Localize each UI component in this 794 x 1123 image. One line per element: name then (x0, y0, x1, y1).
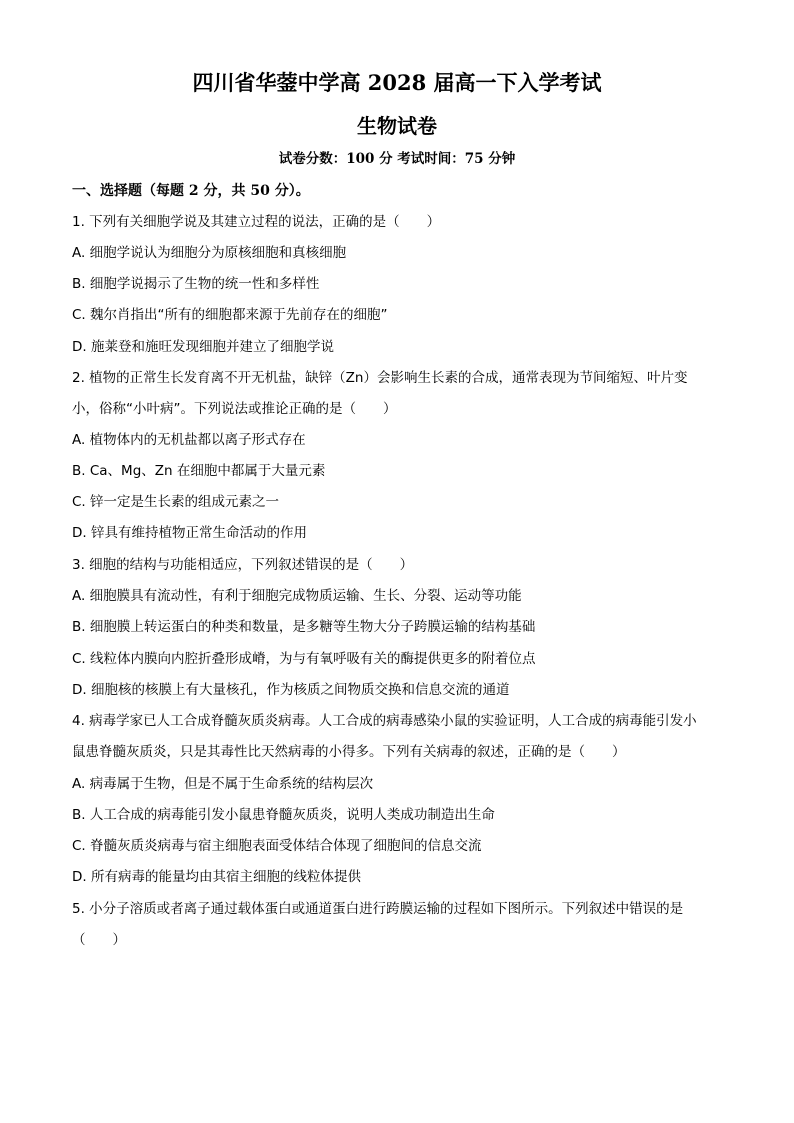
question-4-option-a: A. 病毒属于生物，但是不属于生命系统的结构层次 (72, 776, 374, 792)
question-4-option-c: C. 脊髓灰质炎病毒与宿主细胞表面受体结合体现了细胞间的信息交流 (72, 838, 482, 854)
question-4-option-b: B. 人工合成的病毒能引发小鼠患脊髓灰质炎，说明人类成功制造出生命 (72, 807, 495, 823)
question-3-option-a: A. 细胞膜具有流动性，有利于细胞完成物质运输、生长、分裂、运动等功能 (72, 588, 522, 604)
exam-subtitle: 生物试卷 (357, 114, 437, 138)
exam-title: 四川省华蓥中学高 2028 届高一下入学考试 (192, 70, 602, 95)
question-5-stem-line-1: 5. 小分子溶质或者离子通过载体蛋白或通道蛋白进行跨膜运输的过程如下图所示。下列叙述中错误的是 (72, 901, 684, 917)
section-heading: 一、选择题（每题 2 分，共 50 分）。 (72, 183, 310, 199)
question-2-option-c: C. 锌一定是生长素的组成元素之一 (72, 494, 280, 510)
question-1-option-a: A. 细胞学说认为细胞分为原核细胞和真核细胞 (72, 245, 347, 261)
question-1-option-b: B. 细胞学说揭示了生物的统一性和多样性 (72, 276, 320, 292)
question-3-option-d: D. 细胞核的核膜上有大量核孔，作为核质之间物质交换和信息交流的通道 (72, 682, 510, 698)
question-4-option-d: D. 所有病毒的能量均由其宿主细胞的线粒体提供 (72, 869, 361, 885)
question-4-stem-line-1: 4. 病毒学家已人工合成脊髓灰质炎病毒。人工合成的病毒感染小鼠的实验证明，人工合成的病毒能引发小 (72, 713, 697, 729)
question-1-option-d: D. 施莱登和施旺发现细胞并建立了细胞学说 (72, 339, 334, 355)
question-2-stem-line-1: 2. 植物的正常生长发育离不开无机盐，缺锌（Zn）会影响生长素的合成，通常表现为节间缩短、叶片变 (72, 370, 688, 386)
question-2-option-d: D. 锌具有维持植物正常生命活动的作用 (72, 525, 307, 541)
question-3-stem: 3. 细胞的结构与功能相适应，下列叙述错误的是（ ） (72, 557, 414, 573)
question-4-stem-line-2: 鼠患脊髓灰质炎，只是其毒性比天然病毒的小得多。下列有关病毒的叙述，正确的是（ ） (72, 744, 626, 760)
question-2-stem-line-2: 小，俗称“小叶病”。下列说法或推论正确的是（ ） (72, 401, 397, 417)
question-1-option-c: C. 魏尔肖指出“所有的细胞都来源于先前存在的细胞” (72, 307, 388, 323)
exam-info: 试卷分数：100 分 考试时间：75 分钟 (278, 151, 516, 167)
question-3-option-b: B. 细胞膜上转运蛋白的种类和数量，是多糖等生物大分子跨膜运输的结构基础 (72, 619, 536, 635)
question-3-option-c: C. 线粒体内膜向内腔折叠形成嵴，为与有氧呼吸有关的酶提供更多的附着位点 (72, 651, 536, 667)
question-1-stem: 1. 下列有关细胞学说及其建立过程的说法，正确的是（ ） (72, 214, 441, 230)
question-2-option-a: A. 植物体内的无机盐都以离子形式存在 (72, 432, 306, 448)
question-5-stem-line-2: （ ） (72, 932, 126, 948)
question-2-option-b: B. Ca、Mg、Zn 在细胞中都属于大量元素 (72, 463, 326, 479)
